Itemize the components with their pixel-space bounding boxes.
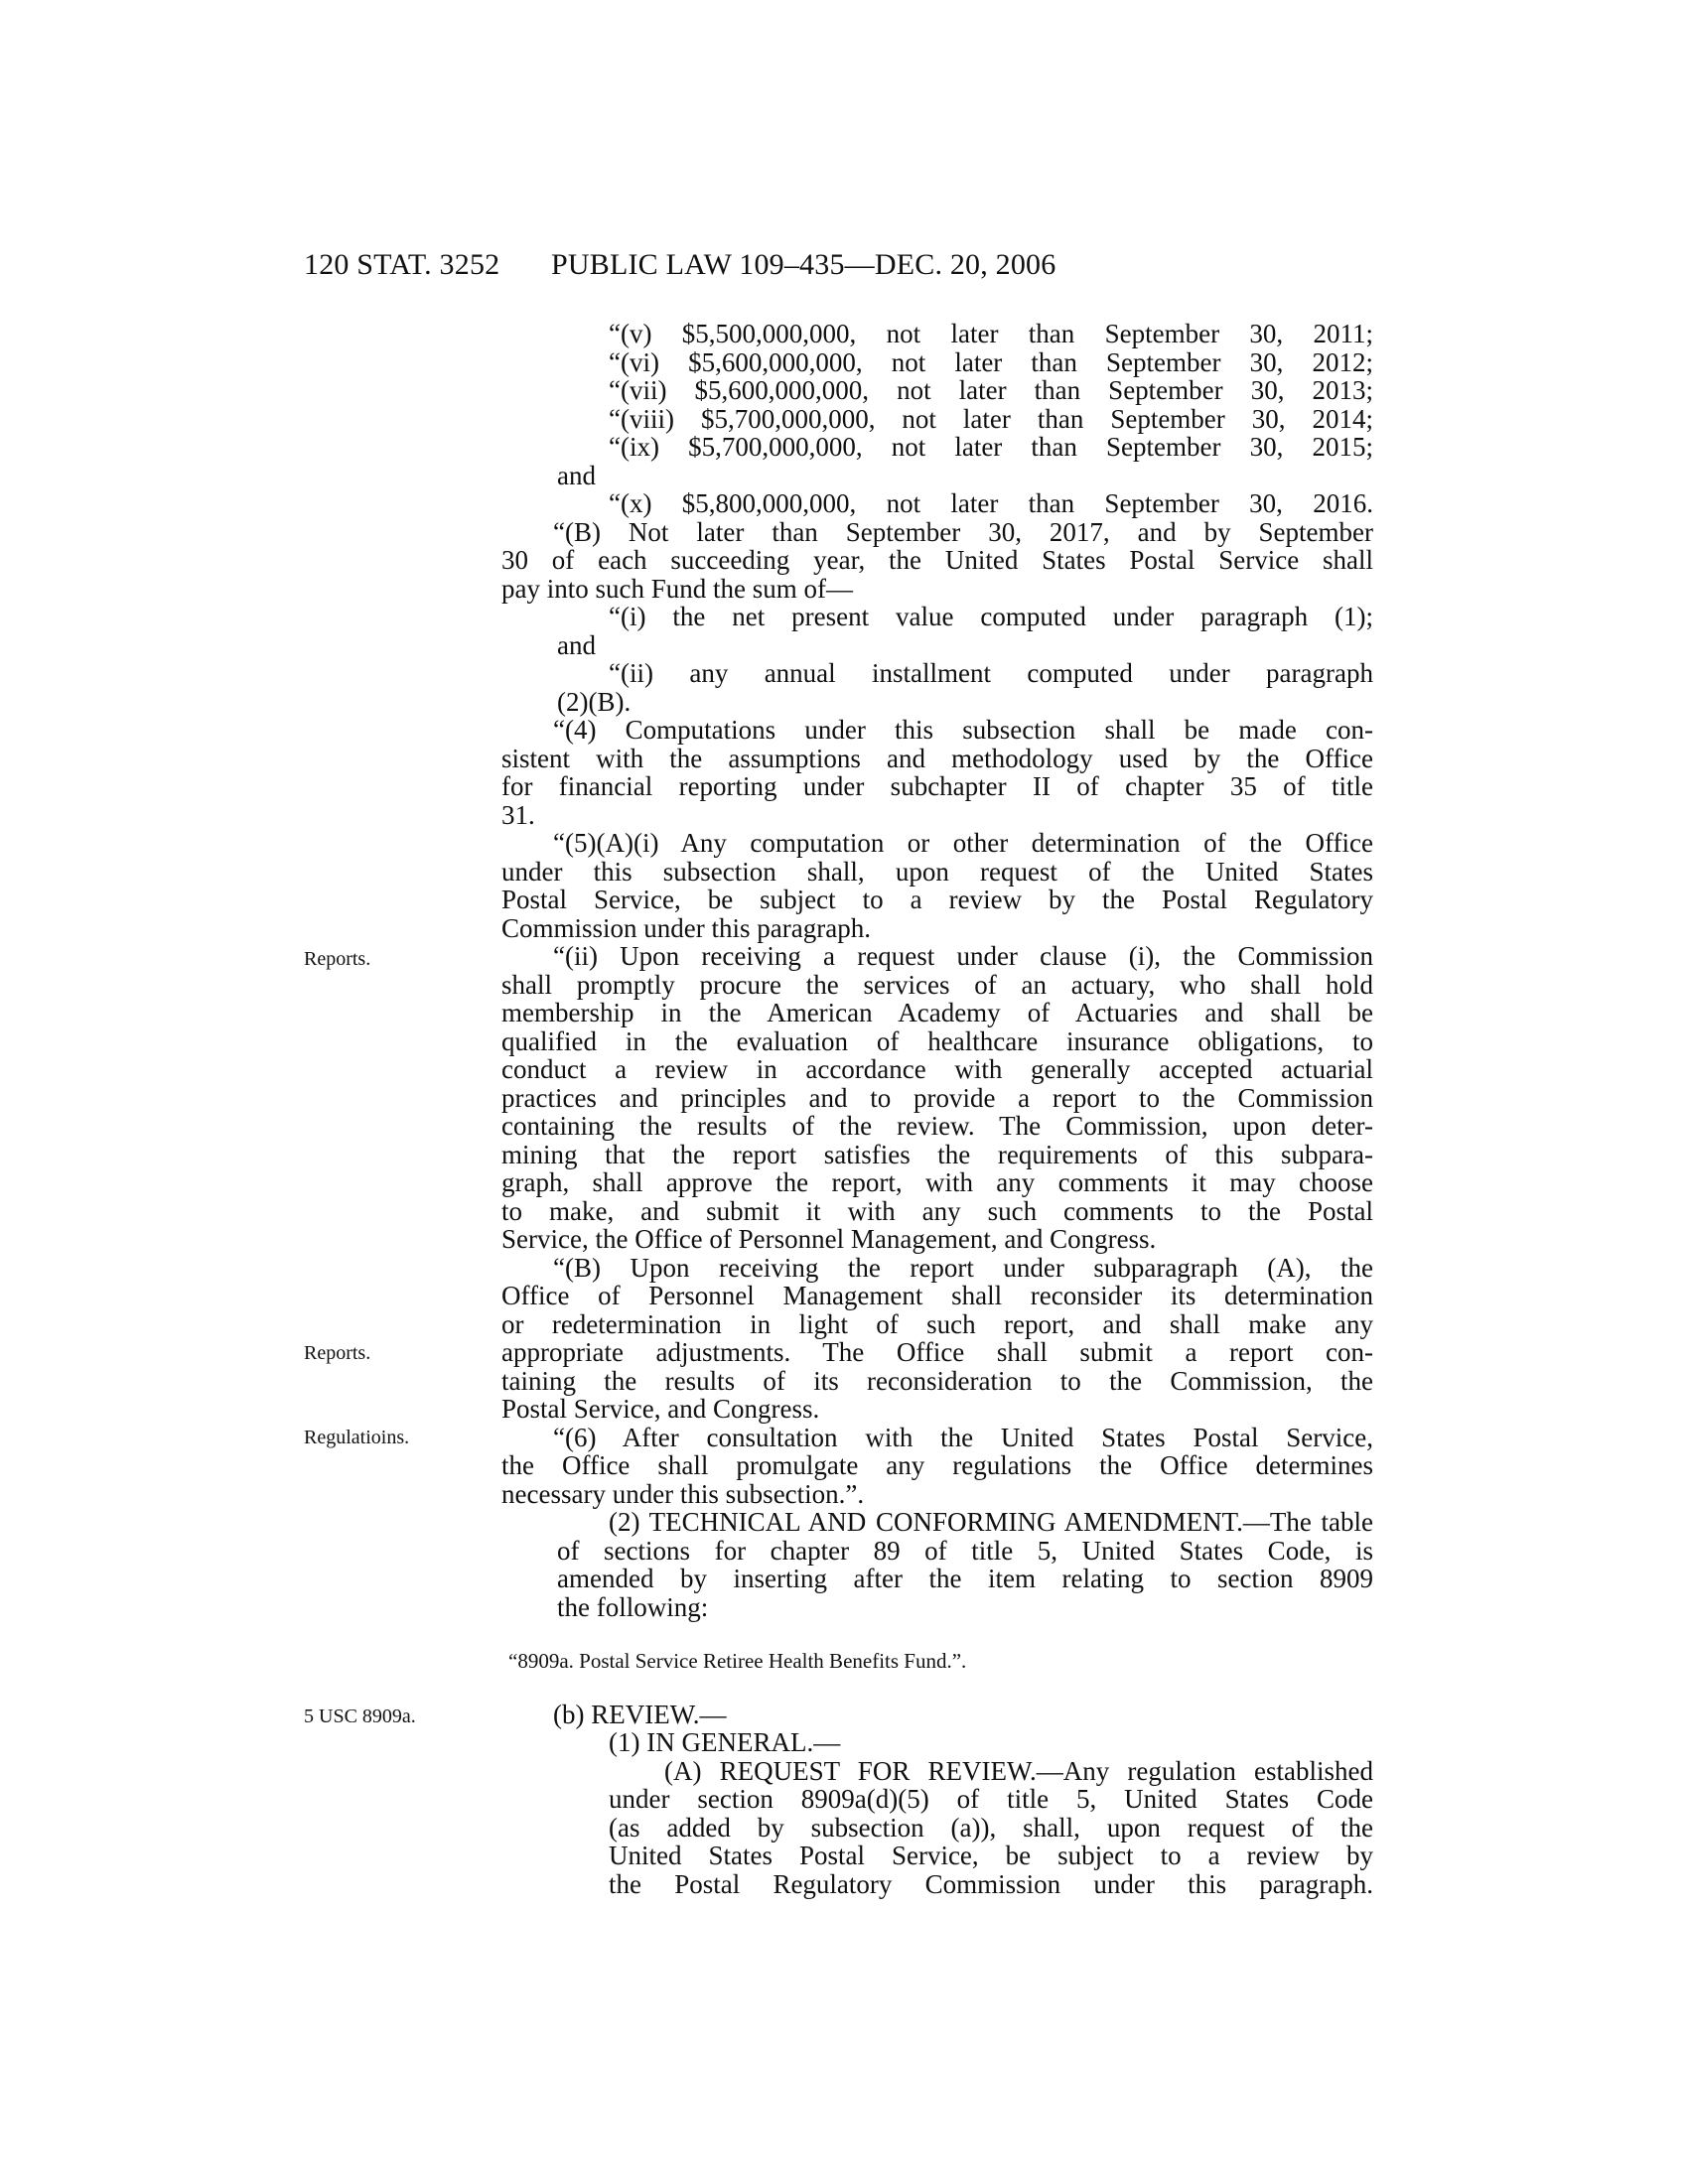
text-line: pay into such Fund the sum of— bbox=[501, 575, 853, 604]
text-line: (as added by subsection (a)), shall, upon request of the bbox=[609, 1814, 1373, 1843]
text-line: to make, and submit it with any such comments to the Postal bbox=[501, 1197, 1373, 1226]
text-line: necessary under this subsection.”. bbox=[501, 1480, 865, 1509]
text-line: Office of Personnel Management shall reconsider its determination bbox=[501, 1282, 1373, 1310]
text-line: 30 of each succeeding year, the United States Postal Service shall bbox=[501, 546, 1373, 575]
text-line: membership in the American Academy of Actuaries and shall be bbox=[501, 999, 1373, 1027]
text-line: under this subsection shall, upon request of the United States bbox=[501, 858, 1373, 887]
text-line: shall promptly procure the services of an actuary, who shall hold bbox=[501, 971, 1373, 1000]
text-line: “(ix) $5,700,000,000, not later than September 30, 2015; bbox=[609, 433, 1373, 462]
text-line: amended by inserting after the item relating to section 8909 bbox=[557, 1565, 1373, 1593]
section-heading-review: (b) REVIEW.— bbox=[553, 1701, 727, 1729]
margin-note-reports: Reports. bbox=[304, 948, 371, 970]
table-of-sections-entry: “8909a. Postal Service Retiree Health Benefits Fund.”. bbox=[508, 1649, 967, 1673]
text-line: for financial reporting under subchapter II of chapter 35 of title bbox=[501, 772, 1373, 801]
text-line: mining that the report satisfies the requirements of this subpara- bbox=[501, 1141, 1373, 1169]
text-line: Commission under this paragraph. bbox=[501, 914, 871, 943]
text-line: Postal Service, be subject to a review by the Postal Regulatory bbox=[501, 886, 1373, 914]
text-line: (2) TECHNICAL AND CONFORMING AMENDMENT.—The table bbox=[609, 1508, 1373, 1537]
text-line: “(ii) any annual installment computed under paragraph bbox=[609, 659, 1373, 688]
text-line: appropriate adjustments. The Office shall submit a report con- bbox=[501, 1338, 1373, 1367]
text-line: (A) REQUEST FOR REVIEW.—Any regulation established bbox=[664, 1757, 1373, 1786]
text-line: “(i) the net present value computed under paragraph (1); bbox=[609, 603, 1373, 631]
page-header-title: PUBLIC LAW 109–435—DEC. 20, 2006 bbox=[551, 248, 1056, 281]
text-line: “(ii) Upon receiving a request under clause (i), the Commission bbox=[553, 942, 1373, 971]
text-line: containing the results of the review. The Commission, upon deter- bbox=[501, 1112, 1373, 1141]
text-line: “(B) Upon receiving the report under subparagraph (A), the bbox=[553, 1254, 1373, 1283]
text-line: conduct a review in accordance with generally accepted actuarial bbox=[501, 1055, 1373, 1084]
text-line: the Postal Regulatory Commission under this paragraph. bbox=[609, 1870, 1373, 1899]
text-line: “(4) Computations under this subsection shall be made con- bbox=[553, 716, 1373, 745]
text-line: taining the results of its reconsideration to the Commission, the bbox=[501, 1367, 1373, 1396]
text-line: “(vii) $5,600,000,000, not later than September 30, 2013; bbox=[609, 376, 1373, 405]
text-line: Service, the Office of Personnel Management, and Congress. bbox=[501, 1225, 1157, 1254]
margin-note-regulations: Regulatioins. bbox=[304, 1427, 410, 1448]
text-line: “(5)(A)(i) Any computation or other determination of the Office bbox=[553, 829, 1373, 858]
text-line: and bbox=[557, 462, 596, 490]
text-line: “(v) $5,500,000,000, not later than September 30, 2011; bbox=[609, 320, 1373, 348]
text-line: “(x) $5,800,000,000, not later than September 30, 2016. bbox=[609, 489, 1373, 518]
paragraph-heading: (1) IN GENERAL.— bbox=[609, 1728, 841, 1757]
text-line: 31. bbox=[501, 801, 535, 830]
text-line: and bbox=[557, 631, 596, 660]
text-line: “(vi) $5,600,000,000, not later than September 30, 2012; bbox=[609, 348, 1373, 377]
text-line: graph, shall approve the report, with any comments it may choose bbox=[501, 1168, 1373, 1197]
page-header-citation: 120 STAT. 3252 bbox=[304, 248, 500, 281]
margin-note-reports: Reports. bbox=[304, 1342, 371, 1364]
text-line: or redetermination in light of such report, and shall make any bbox=[501, 1310, 1373, 1339]
margin-note-usc: 5 USC 8909a. bbox=[304, 1706, 416, 1727]
text-line: under section 8909a(d)(5) of title 5, United States Code bbox=[609, 1785, 1373, 1814]
text-line: “(viii) $5,700,000,000, not later than September 30, 2014; bbox=[609, 405, 1373, 434]
text-line: the Office shall promulgate any regulations the Office determines bbox=[501, 1451, 1373, 1480]
text-line: Postal Service, and Congress. bbox=[501, 1395, 820, 1424]
text-line: (2)(B). bbox=[557, 688, 632, 717]
text-line: “(B) Not later than September 30, 2017, and by September bbox=[553, 518, 1373, 547]
text-line: qualified in the evaluation of healthcare insurance obligations, to bbox=[501, 1027, 1373, 1056]
text-line: the following: bbox=[557, 1593, 709, 1622]
text-line: of sections for chapter 89 of title 5, United States Code, is bbox=[557, 1537, 1373, 1566]
text-line: “(6) After consultation with the United States Postal Service, bbox=[553, 1424, 1373, 1452]
text-line: practices and principles and to provide a report to the Commission bbox=[501, 1084, 1373, 1113]
text-line: United States Postal Service, be subject to a review by bbox=[609, 1842, 1373, 1870]
text-line: sistent with the assumptions and methodology used by the Office bbox=[501, 745, 1373, 773]
